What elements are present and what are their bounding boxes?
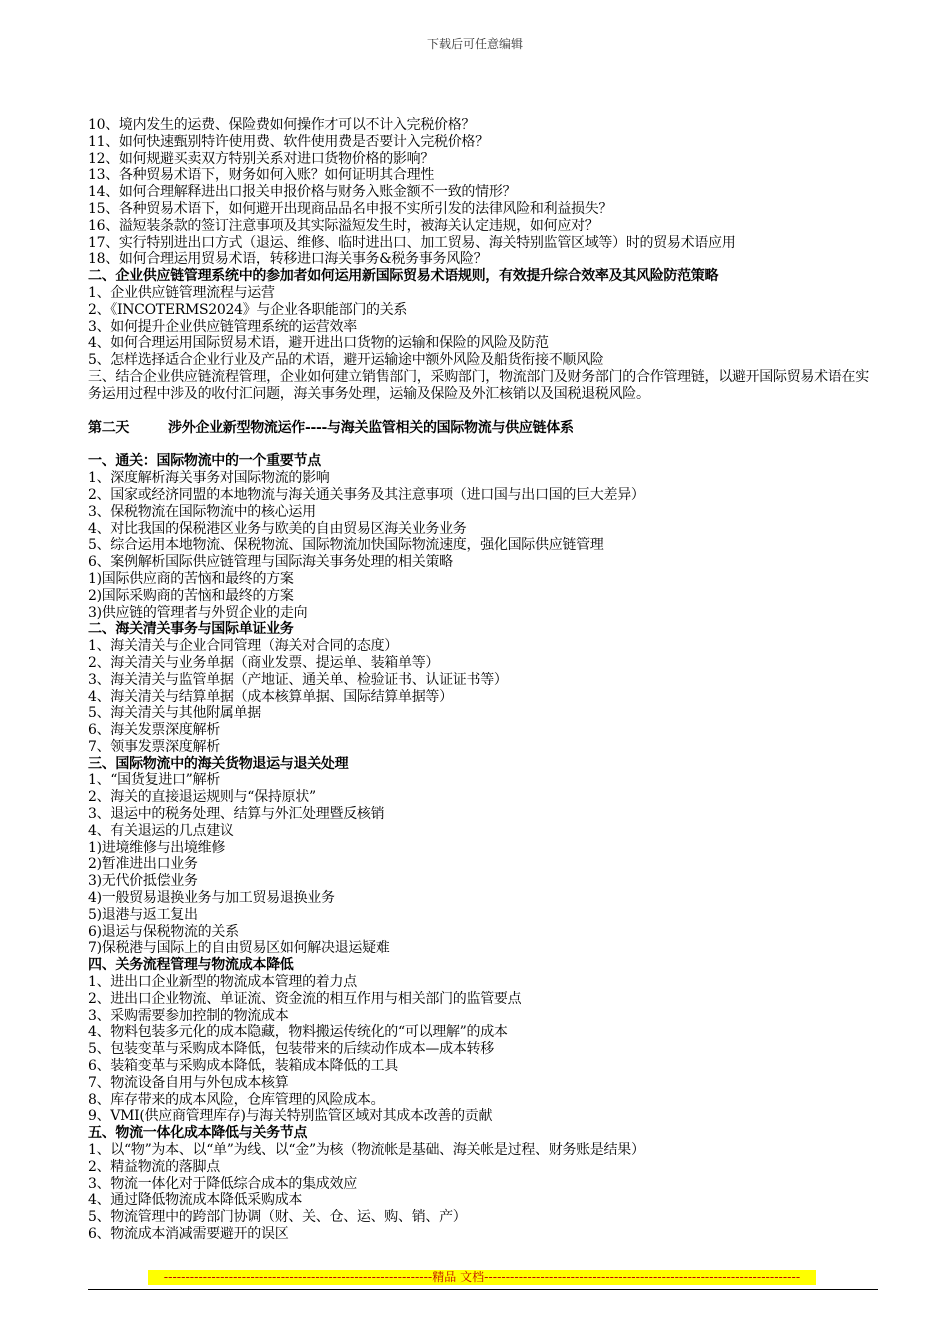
list-item: 4、有关退运的几点建议 [88, 822, 234, 839]
list-item: 13、各种贸易术语下，财务如何入账？如何证明其合理性 [88, 167, 435, 184]
list-item: 18、如何合理运用贸易术语，转移进口海关事务&税务事务风险？ [88, 251, 488, 268]
list-item: 1、深度解析海关事务对国际物流的影响 [88, 470, 330, 487]
list-item: 6、物流成本消减需要避开的误区 [88, 1226, 289, 1242]
list-item: 2)暂准进出口业务 [88, 856, 198, 873]
section-heading: 五、物流一体化成本降低与关务节点 [88, 1125, 308, 1142]
list-item: 7、领事发票深度解析 [88, 738, 220, 755]
spacer [88, 403, 878, 420]
list-item: 10、境内发生的运费、保险费如何操作才可以不计入完税价格？ [88, 117, 476, 133]
list-item: 15、各种贸易术语下，如何避开出现商品品名申报不实所引发的法律风险和利益损失？ [88, 200, 613, 217]
list-item: 14、如何合理解释进出口报关申报价格与财务入账金额不一致的情形？ [88, 184, 517, 201]
list-item: 7)保税港与国际上的自由贸易区如何解决退运疑难 [88, 940, 390, 957]
day-heading [88, 420, 878, 437]
list-item: 1)国际供应商的苦恼和最终的方案 [88, 570, 294, 587]
list-item: 1、进出口企业新型的物流成本管理的着力点 [88, 974, 357, 991]
list-item: 6、海关发票深度解析 [88, 722, 220, 739]
document-body [88, 117, 878, 1243]
list-item: 3)无代价抵偿业务 [88, 873, 198, 890]
list-item: 1、“国货复进口”解析 [88, 772, 220, 789]
list-item: 3、物流一体化对于降低综合成本的集成效应 [88, 1175, 357, 1192]
spacer [88, 436, 878, 453]
list-item: 2、海关清关与业务单据（商业发票、提运单、装箱单等） [88, 654, 440, 671]
list-item: 4、海关清关与结算单据（成本核算单据、国际结算单据等） [88, 688, 453, 705]
list-item: 4、通过降低物流成本降低采购成本 [88, 1192, 303, 1209]
list-item: 11、如何快速甄别特许使用费、软件使用费是否要计入完税价格？ [88, 133, 489, 150]
section-part1 [88, 117, 878, 403]
list-item: 5、怎样选择适合企业行业及产品的术语，避开运输途中额外风险及船货衔接不顺风险 [88, 352, 604, 369]
list-item: 2、海关的直接退运规则与“保持原状” [88, 789, 316, 806]
list-item: 5)退港与返工复出 [88, 906, 198, 923]
day-title: 涉外企业新型物流运作----与海关监管相关的国际物流与供应链体系 [168, 419, 574, 436]
list-item: 4、物料包装多元化的成本隐藏，物料搬运传统化的“可以理解”的成本 [88, 1024, 508, 1041]
list-item: 5、包装变革与采购成本降低，包装带来的后续动作成本—成本转移 [88, 1041, 494, 1058]
list-item: 1、海关清关与企业合同管理（海关对合同的态度） [88, 638, 399, 655]
section-heading: 四、关务流程管理与物流成本降低 [88, 957, 294, 974]
list-item: 1)进境维修与出境维修 [88, 839, 226, 856]
list-item: 3、如何提升企业供应链管理系统的运营效率 [88, 318, 357, 335]
section-heading: 二、企业供应链管理系统中的参加者如何运用新国际贸易术语规则，有效提升综合效率及其风险防范策略 [88, 268, 719, 285]
list-item: 17、实行特别进出口方式（退运、维修、临时进出口、加工贸易、海关特别监管区域等）时的贸易术语应用 [88, 234, 736, 251]
page-header: 下载后可任意编辑 [426, 37, 523, 51]
list-item: 2、《INCOTERMS2024》与企业各职能部门的关系 [88, 301, 408, 318]
list-item: 7、物流设备自用与外包成本核算 [88, 1074, 289, 1091]
list-item: 5、海关清关与其他附属单据 [88, 705, 262, 722]
list-item: 5、物流管理中的跨部门协调（财、关、仓、运、购、销、产） [88, 1209, 467, 1226]
list-item: 5、综合运用本地物流、保税物流、国际物流加快国际物流速度，强化国际供应链管理 [88, 537, 604, 554]
list-item: 12、如何规避买卖双方特别关系对进口货物价格的影响？ [88, 150, 435, 167]
list-item: 9、VMI(供应商管理库存)与海关特别监管区域对其成本改善的贡献 [88, 1108, 493, 1125]
list-item: 4、如何合理运用国际贸易术语，避开进出口货物的运输和保险的风险及防范 [88, 335, 549, 352]
list-item: 2、精益物流的落脚点 [88, 1158, 220, 1175]
list-item: 1、以“物”为本、以“单”为线、以“金”为核（物流帐是基础、海关帐是过程、财务账是结果） [88, 1142, 645, 1159]
list-item: 4)一般贸易退换业务与加工贸易退换业务 [88, 890, 335, 907]
list-item: 2、进出口企业物流、单证流、资金流的相互作用与相关部门的监管要点 [88, 990, 522, 1007]
section-heading: 二、海关清关事务与国际单证业务 [88, 621, 294, 638]
list-item: 6、装箱变革与采购成本降低，装箱成本降低的工具 [88, 1058, 399, 1075]
list-item: 2)国际采购商的苦恼和最终的方案 [88, 587, 294, 604]
footer-divider [88, 1289, 878, 1290]
section-heading: 一、通关：国际物流中的一个重要节点 [88, 453, 321, 470]
list-item: 8、库存带来的成本风险，仓库管理的风险成本。 [88, 1091, 385, 1108]
day-label: 第二天 [88, 419, 130, 436]
list-item: 3、保税物流在国际物流中的核心运用 [88, 503, 316, 520]
list-item: 6)退运与保税物流的关系 [88, 923, 239, 940]
list-item: 1、企业供应链管理流程与运营 [88, 284, 275, 301]
list-item: 2、国家或经济同盟的本地物流与海关通关事务及其注意事项（进口国与出口国的巨大差异） [88, 486, 645, 503]
list-item: 3、采购需要参加控制的物流成本 [88, 1007, 289, 1024]
list-item: 16、溢短装条款的签订注意事项及其实际溢短发生时，被海关认定违规，如何应对？ [88, 217, 599, 234]
section-part2 [88, 453, 878, 1242]
list-item: 3、退运中的税务处理、结算与外汇处理暨反核销 [88, 806, 385, 823]
list-item: 三、结合企业供应链流程管理，企业如何建立销售部门，采购部门，物流部门及财务部门的合作管理链，以避开国际贸易术语在实务运用过程中涉及的收付汇问题，海关事务处理，运输及保险及外汇核销以及国税退税风险。 [88, 368, 869, 402]
section-heading: 三、国际物流中的海关货物退运与退关处理 [88, 755, 349, 772]
list-item: 4、对比我国的保税港区业务与欧美的自由贸易区海关业务业务 [88, 520, 467, 537]
list-item: 6、案例解析国际供应链管理与国际海关事务处理的相关策略 [88, 554, 453, 571]
list-item: 3、海关清关与监管单据（产地证、通关单、检验证书、认证证书等） [88, 671, 508, 688]
list-item: 3)供应链的管理者与外贸企业的走向 [88, 604, 308, 621]
footer-banner: --------------------------------------------------------------精品 文档------------------------------------------------------------------------- [148, 1270, 816, 1285]
